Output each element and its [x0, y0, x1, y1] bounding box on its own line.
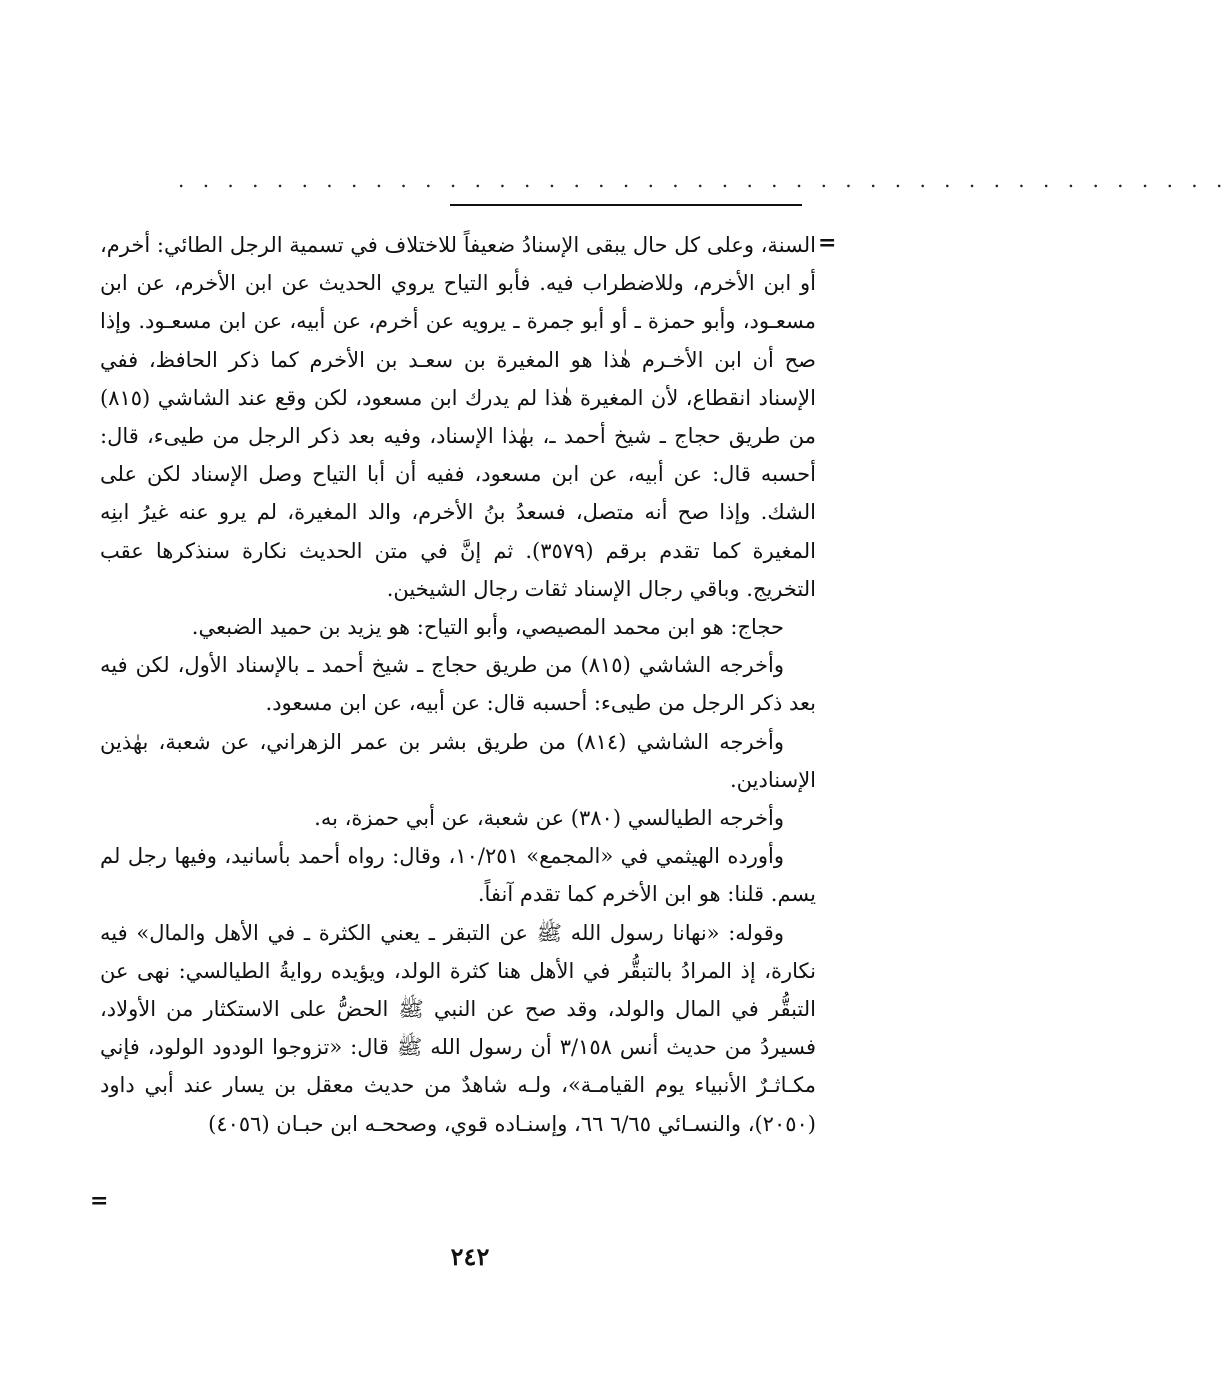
- separator-dots: . . . . . . . . . . . . . . . . . . . . . . . . . . . . . . . . . . . . . . . . . . .: [178, 168, 1228, 192]
- footnote-text: [100, 226, 816, 1143]
- paragraph-3: وأخرجه الشاشي (٨١٥) من طريق حجاج ـ شيخ أحمد ـ بالإسناد الأول، لكن فيه بعد ذكر الرجل من طيىء: أحسبه قال: عن أبيه، عن ابن مسعود.: [100, 653, 816, 716]
- paragraph-5: وأخرجه الطيالسي (٣٨٠) عن شعبة، عن أبي حمزة، به.: [314, 806, 784, 831]
- paragraph-1: السنة، وعلى كل حال يبقى الإسنادُ ضعيفاً للاختلاف في تسمية الرجل الطائي: أخرم، أو ابن الأخرم، وللاضطراب فيه. فأبو التياح يروي الحديث عن ابن الأخرم، عن ابن مسعـود، وأبو حمزة ـ أو أبو جمرة ـ يرويه عن أخرم، عن أبيه، عن ابن مسعـود. وإذا صح أن ابن الأخـرم هٰذا هو المغيرة بن سعـد بن الأخرم كما ذكر الحافظ، ففي الإسناد انقطاع، لأن المغيرة هٰذا لم يدرك ابن مسعود، لكن وقع عند الشاشي (٨١٥) من طريق حجاج ـ شيخ أحمد ـ، بهٰذا الإسناد، وفيه بعد ذكر الرجل من طيىء، قال: أحسبه قال: عن أبيه، عن ابن مسعود، ففيه أن أبا التياح وصل الإسناد لكن على الشك. وإذا صح أنه متصل، فسعدُ بنُ الأخرم، والد المغيرة، لم يرو عنه غيرُ ابنِه المغيرة كما تقدم برقم (٣٥٧٩). ثم إنَّ في متن الحديث نكارة سنذكرها عقب التخريج. وباقي رجال الإسناد ثقات رجال الشيخين.: [100, 233, 817, 601]
- footnote-rule: [450, 204, 802, 206]
- paragraph-6: وأورده الهيثمي في «المجمع» ١٠/٢٥١، وقال: رواه أحمد بأسانيد، وفيها رجل لم يسم. قلنا: هو ابن الأخرم كما تقدم آنفاً.: [100, 844, 816, 907]
- paragraph-7: وقوله: «نهانا رسول الله ﷺ عن التبقر ـ يعني الكثرة ـ في الأهل والمال» فيه نكارة، إذ المرادُ بالتبقُّر في الأهل هنا كثرة الولد، ويؤيده روايةُ الطيالسي: نهى عن التبقُّر في المال والولد، وقد صح عن النبي ﷺ الحضُّ على الاستكثار من الأولاد، فسيردُ من حديث أنس ٣/١٥٨ أن رسول الله ﷺ قال: «تزوجوا الودود الولود، فإني مكـاثـرٌ الأنبياء يوم القيامـة»، ولـه شاهدٌ من حديث معقل بن يسار عند أبي داود (٢٠٥٠)، والنسـائي ٦/٦٥ ٦٦، وإسنـاده قوي، وصححـه ابن حبـان (٤٠٥٦): [100, 920, 817, 1136]
- continuation-mark-start: =: [818, 230, 837, 256]
- page-number: ٢٤٢: [450, 1242, 490, 1271]
- continuation-mark-end: =: [90, 1188, 109, 1214]
- paragraph-4: وأخرجه الشاشي (٨١٤) من طريق بشر بن عمر الزهراني، عن شعبة، بهٰذين الإسنادين.: [100, 729, 816, 792]
- paragraph-2: حجاج: هو ابن محمد المصيصي، وأبو التياح: هو يزيد بن حميد الضبعي.: [191, 615, 784, 640]
